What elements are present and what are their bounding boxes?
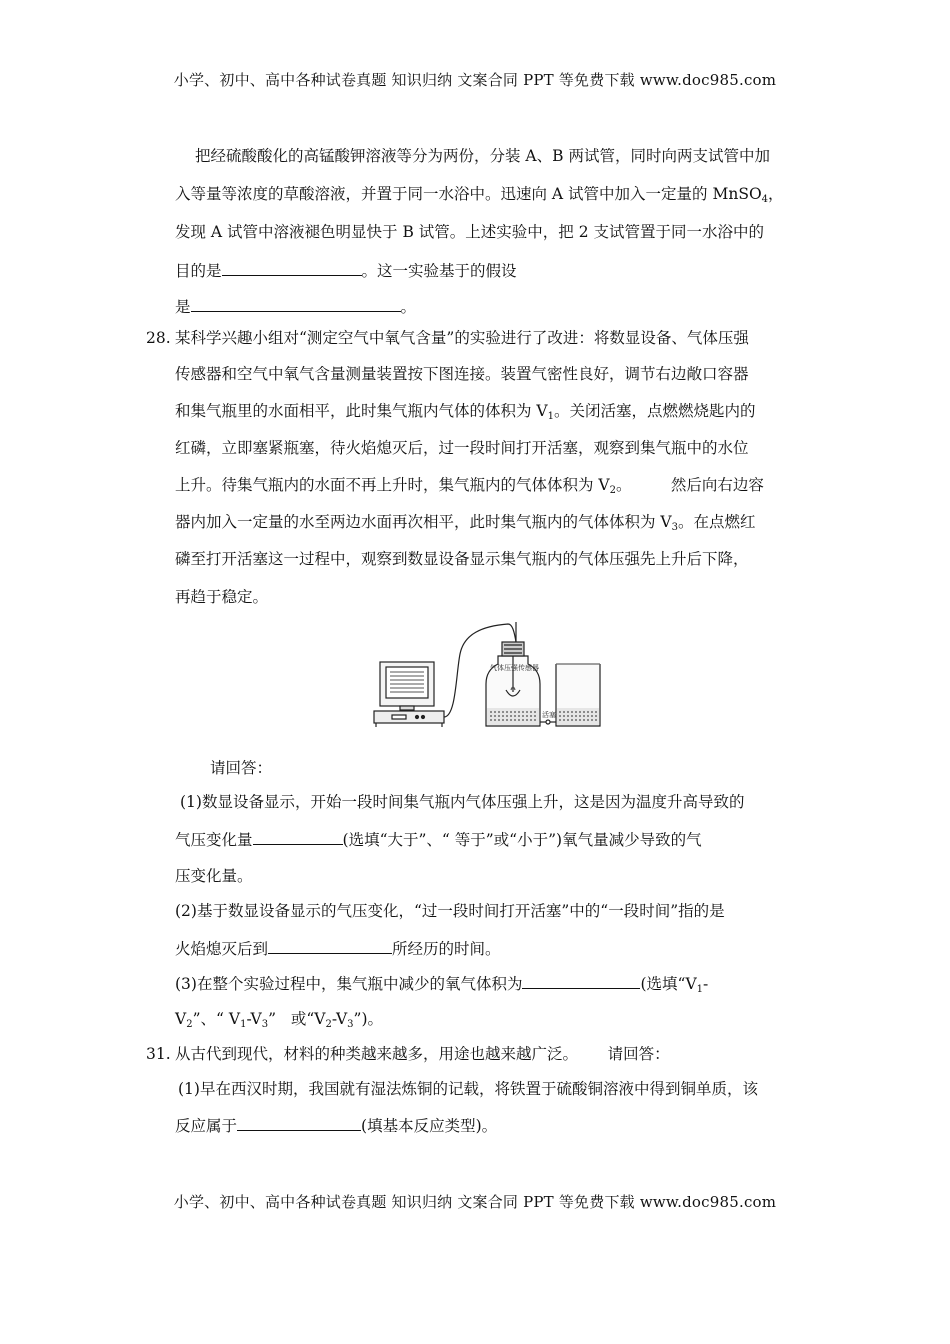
- computer-monitor-icon: [380, 662, 434, 710]
- q28-line-2: 传感器和空气中氧气含量测量装置按下图连接。装置气密性良好，调节右边敞口容器: [175, 365, 749, 383]
- q31-answer-blank-1[interactable]: [237, 1114, 361, 1131]
- q27-line-1: 把经硫酸酸化的高锰酸钾溶液等分为两份，分装 A、B 两试管，同时向两支试管中加: [195, 147, 770, 165]
- q28-sub1-line-1: (1)数显设备显示，开始一段时间集气瓶内气体压强上升，这是因为温度升高导致的: [180, 793, 745, 811]
- q28-line-3: 和集气瓶里的水面相平，此时集气瓶内气体的体积为 $V_1$。关闭活塞，点燃燃烧匙内的: [175, 402, 756, 422]
- q28-answer-blank-1[interactable]: [253, 828, 343, 845]
- q28-answer-blank-3[interactable]: [522, 972, 640, 989]
- q27-answer-blank-2[interactable]: [191, 295, 401, 312]
- q31-sub1-line-2: 反应属于 (填基本反应类型)。: [175, 1114, 497, 1137]
- q28-answer-blank-2[interactable]: [268, 937, 392, 954]
- q28-line-5: 上升。待集气瓶内的水面不再上升时，集气瓶内的气体体积为 $V_2$。 然后向右边容: [175, 476, 764, 496]
- q28-line-1: 某科学兴趣小组对“测定空气中氧气含量”的实验进行了改进：将数显设备、气体压强: [175, 329, 749, 347]
- q28-sub3-line-1: (3)在整个实验过程中，集气瓶中减少的氧气体积为 (选填“$V_1-$: [175, 972, 708, 995]
- q28-sub2-line-1: (2)基于数显设备显示的气压变化，“过一段时间打开活塞”中的“一段时间”指的是: [175, 902, 725, 920]
- connecting-tube: [540, 720, 556, 724]
- q27-line-4: 目的是 。这一实验基于的假设: [175, 259, 517, 282]
- q31-sub1-line-1: (1)早在西汉时期，我国就有湿法炼铜的记载，将铁置于硫酸铜溶液中得到铜单质，该: [178, 1080, 758, 1098]
- page-footer: 小学、初中、高中各种试卷真题 知识归纳 文案合同 PPT 等免费下载 www.doc985.com: [173, 1193, 777, 1211]
- q28-sub3-line-2: $V_2$”、“ $V_1-V_3$” 或“$V_2-V_3$”)。: [175, 1010, 383, 1030]
- valve-label: 活塞: [542, 711, 556, 719]
- q27-line-5: 是 。: [175, 295, 416, 318]
- q28-number: 28.: [146, 329, 171, 347]
- q28-line-4: 红磷，立即塞紧瓶塞，待火焰熄灭后，过一段时间打开活塞，观察到集气瓶中的水位: [175, 439, 749, 457]
- q28-sub1-line-3: 压变化量。: [175, 867, 253, 885]
- page-header: 小学、初中、高中各种试卷真题 知识归纳 文案合同 PPT 等免费下载 www.doc985.com: [173, 71, 777, 89]
- open-container: [556, 664, 600, 726]
- gas-collecting-bottle: [486, 622, 540, 726]
- q28-sub1-line-2: 气压变化量 (选填“大于”、“ 等于”或“小于”)氧气量减少导致的气: [175, 828, 702, 851]
- apparatus-figure: [372, 614, 612, 734]
- q28-line-8: 再趋于稳定。: [175, 588, 269, 606]
- q28-prompt: 请回答：: [210, 759, 273, 777]
- q28-line-6: 器内加入一定量的水至两边水面再次相平，此时集气瓶内的气体体积为 $V_3$。在点燃红: [175, 513, 756, 533]
- q27-line-3: 发现 A 试管中溶液褪色明显快于 B 试管。上述实验中，把 2 支试管置于同一水浴中的: [175, 223, 765, 241]
- computer-base-icon: [374, 711, 444, 727]
- sensor-label: 气体压强传感器: [490, 664, 539, 672]
- q27-line-2: 入等量等浓度的草酸溶液，并置于同一水浴中。迅速向 A 试管中加入一定量的 MnSO$_4$，: [175, 185, 784, 205]
- q31-number: 31.: [146, 1045, 171, 1063]
- q31-line-1: 从古代到现代，材料的种类越来越多，用途也越来越广泛。 请回答：: [175, 1045, 670, 1063]
- q27-answer-blank-1[interactable]: [222, 259, 362, 276]
- q28-sub2-line-2: 火焰熄灭后到 所经历的时间。: [175, 937, 501, 960]
- q28-line-7: 磷至打开活塞这一过程中，观察到数显设备显示集气瓶内的气体压强先上升后下降，: [175, 550, 749, 568]
- stopcock-icon: [546, 720, 550, 724]
